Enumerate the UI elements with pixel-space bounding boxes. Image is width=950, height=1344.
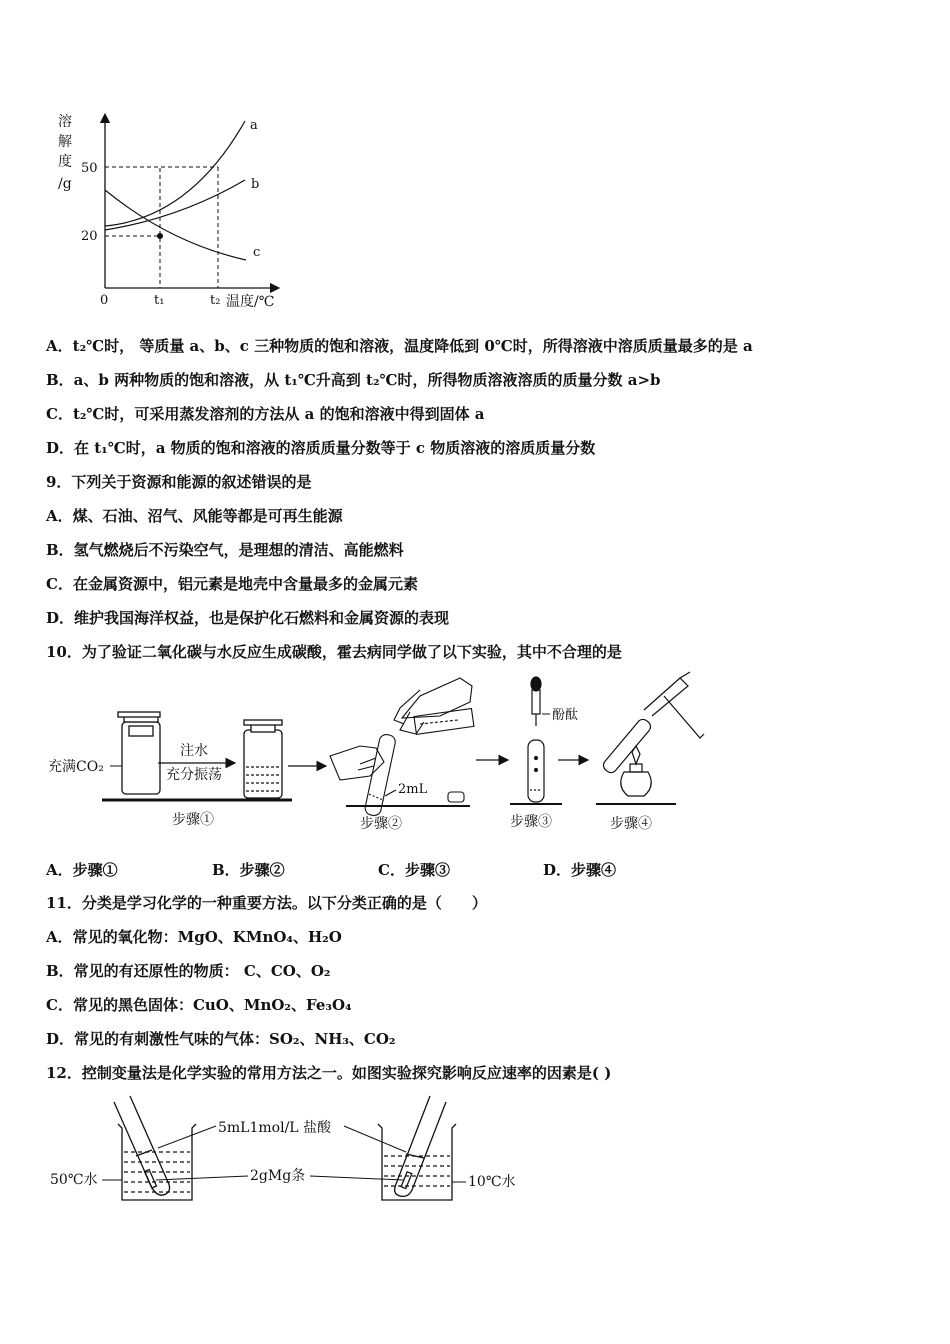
dropper-test-tube <box>528 677 544 802</box>
step1-label: 步骤① <box>172 812 214 828</box>
volume-pointer <box>385 790 396 796</box>
q10-option-d: D．步骤④ <box>543 861 617 879</box>
reaction-rate-figure <box>48 1094 568 1210</box>
q11-option-b: B．常见的有还原性的物质： C、CO、O₂ <box>46 962 331 980</box>
ylabel-char: /g <box>58 176 72 192</box>
intersection-point <box>157 233 163 239</box>
co2-experiment-figure <box>40 668 720 840</box>
metal-label: 2gMg条 <box>250 1168 306 1184</box>
q9-option-c: C．在金属资源中，铝元素是地壳中含量最多的金属元素 <box>46 575 418 593</box>
q10-stem: 10．为了验证二氧化碳与水反应生成碳酸，霍去病同学做了以下实验，其中不合理的是 <box>46 643 622 661</box>
heating-test-tube-lamp <box>601 672 704 796</box>
q11-option-a: A．常见的氧化物：MgO、KMnO₄、H₂O <box>46 928 342 946</box>
q12-stem: 12．控制变量法是化学实验的常用方法之一。如图实验探究影响反应速率的因素是( ) <box>46 1064 612 1082</box>
acid-pointer-left <box>158 1126 216 1148</box>
q8-option-a: A．t₂℃时， 等质量 a、b、c 三种物质的饱和溶液，温度降低到 0℃时，所得溶液中溶质质量最多的是 a <box>46 337 753 355</box>
x-tick: t₂ <box>210 293 221 308</box>
right-water-label: 10℃水 <box>468 1174 516 1190</box>
volume-label: 2mL <box>398 782 428 797</box>
beaker-left <box>118 1124 196 1200</box>
q9-option-d: D．维护我国海洋权益，也是保护化石燃料和金属资源的表现 <box>46 609 450 627</box>
metal-pointer-right <box>310 1176 404 1180</box>
x-tick: 0 <box>100 293 109 308</box>
q8-option-d: D．在 t₁℃时，a 物质的饱和溶液的溶质质量分数等于 c 物质溶液的溶质质量分数 <box>46 439 596 457</box>
q9-option-a: A．煤、石油、沼气、风能等都是可再生能源 <box>46 507 343 525</box>
q11-stem: 11．分类是学习化学的一种重要方法。以下分类正确的是（ ） <box>46 894 487 912</box>
q8-option-c: C．t₂℃时，可采用蒸发溶剂的方法从 a 的饱和溶液中得到固体 a <box>46 405 485 423</box>
test-tube-right <box>395 1096 446 1196</box>
acid-label: 5mL1mol/L 盐酸 <box>218 1120 332 1136</box>
step4-label: 步骤④ <box>610 816 652 832</box>
q10-option-b: B．步骤② <box>212 861 285 879</box>
ylabel-char: 溶 <box>58 114 72 130</box>
y-tick: 50 <box>81 161 98 176</box>
indicator-label: 酚酞 <box>552 708 579 723</box>
curve-label: b <box>251 177 260 192</box>
q11-option-c: C．常见的黑色固体：CuO、MnO₂、Fe₃O₄ <box>46 996 352 1014</box>
gas-bottle-left <box>118 712 160 794</box>
solubility-graph <box>50 108 290 316</box>
arrow-label-top: 注水 <box>180 743 208 759</box>
q8-option-b: B．a、b 两种物质的饱和溶液，从 t₁℃升高到 t₂℃时，所得物质溶液溶质的质量分数 a>b <box>46 371 661 389</box>
curve-label: c <box>253 245 261 260</box>
q11-option-d: D．常见的有刺激性气味的气体：SO₂、NH₃、CO₂ <box>46 1030 396 1048</box>
y-tick: 20 <box>81 229 98 244</box>
q10-option-c: C．步骤③ <box>378 861 450 879</box>
q9-stem: 9．下列关于资源和能源的叙述错误的是 <box>46 473 312 491</box>
co2-label: 充满CO₂ <box>48 759 104 775</box>
beaker-right <box>378 1124 456 1200</box>
arrow-label-bottom: 充分振荡 <box>166 767 222 783</box>
gas-bottle-right <box>244 720 282 798</box>
curve-a <box>105 121 245 226</box>
acid-pointer-right <box>344 1126 406 1152</box>
left-water-label: 50℃水 <box>50 1172 98 1188</box>
q9-option-b: B．氢气燃烧后不污染空气，是理想的清洁、高能燃料 <box>46 541 404 559</box>
q10-option-a: A．步骤① <box>46 861 118 879</box>
x-axis-label: 温度/℃ <box>226 294 275 310</box>
ylabel-char: 解 <box>58 134 72 150</box>
x-tick: t₁ <box>154 293 165 308</box>
step2-label: 步骤② <box>360 816 402 832</box>
step3-label: 步骤③ <box>510 814 552 830</box>
curve-label: a <box>250 118 258 133</box>
metal-pointer-left <box>156 1176 248 1180</box>
ylabel-char: 度 <box>58 154 72 170</box>
